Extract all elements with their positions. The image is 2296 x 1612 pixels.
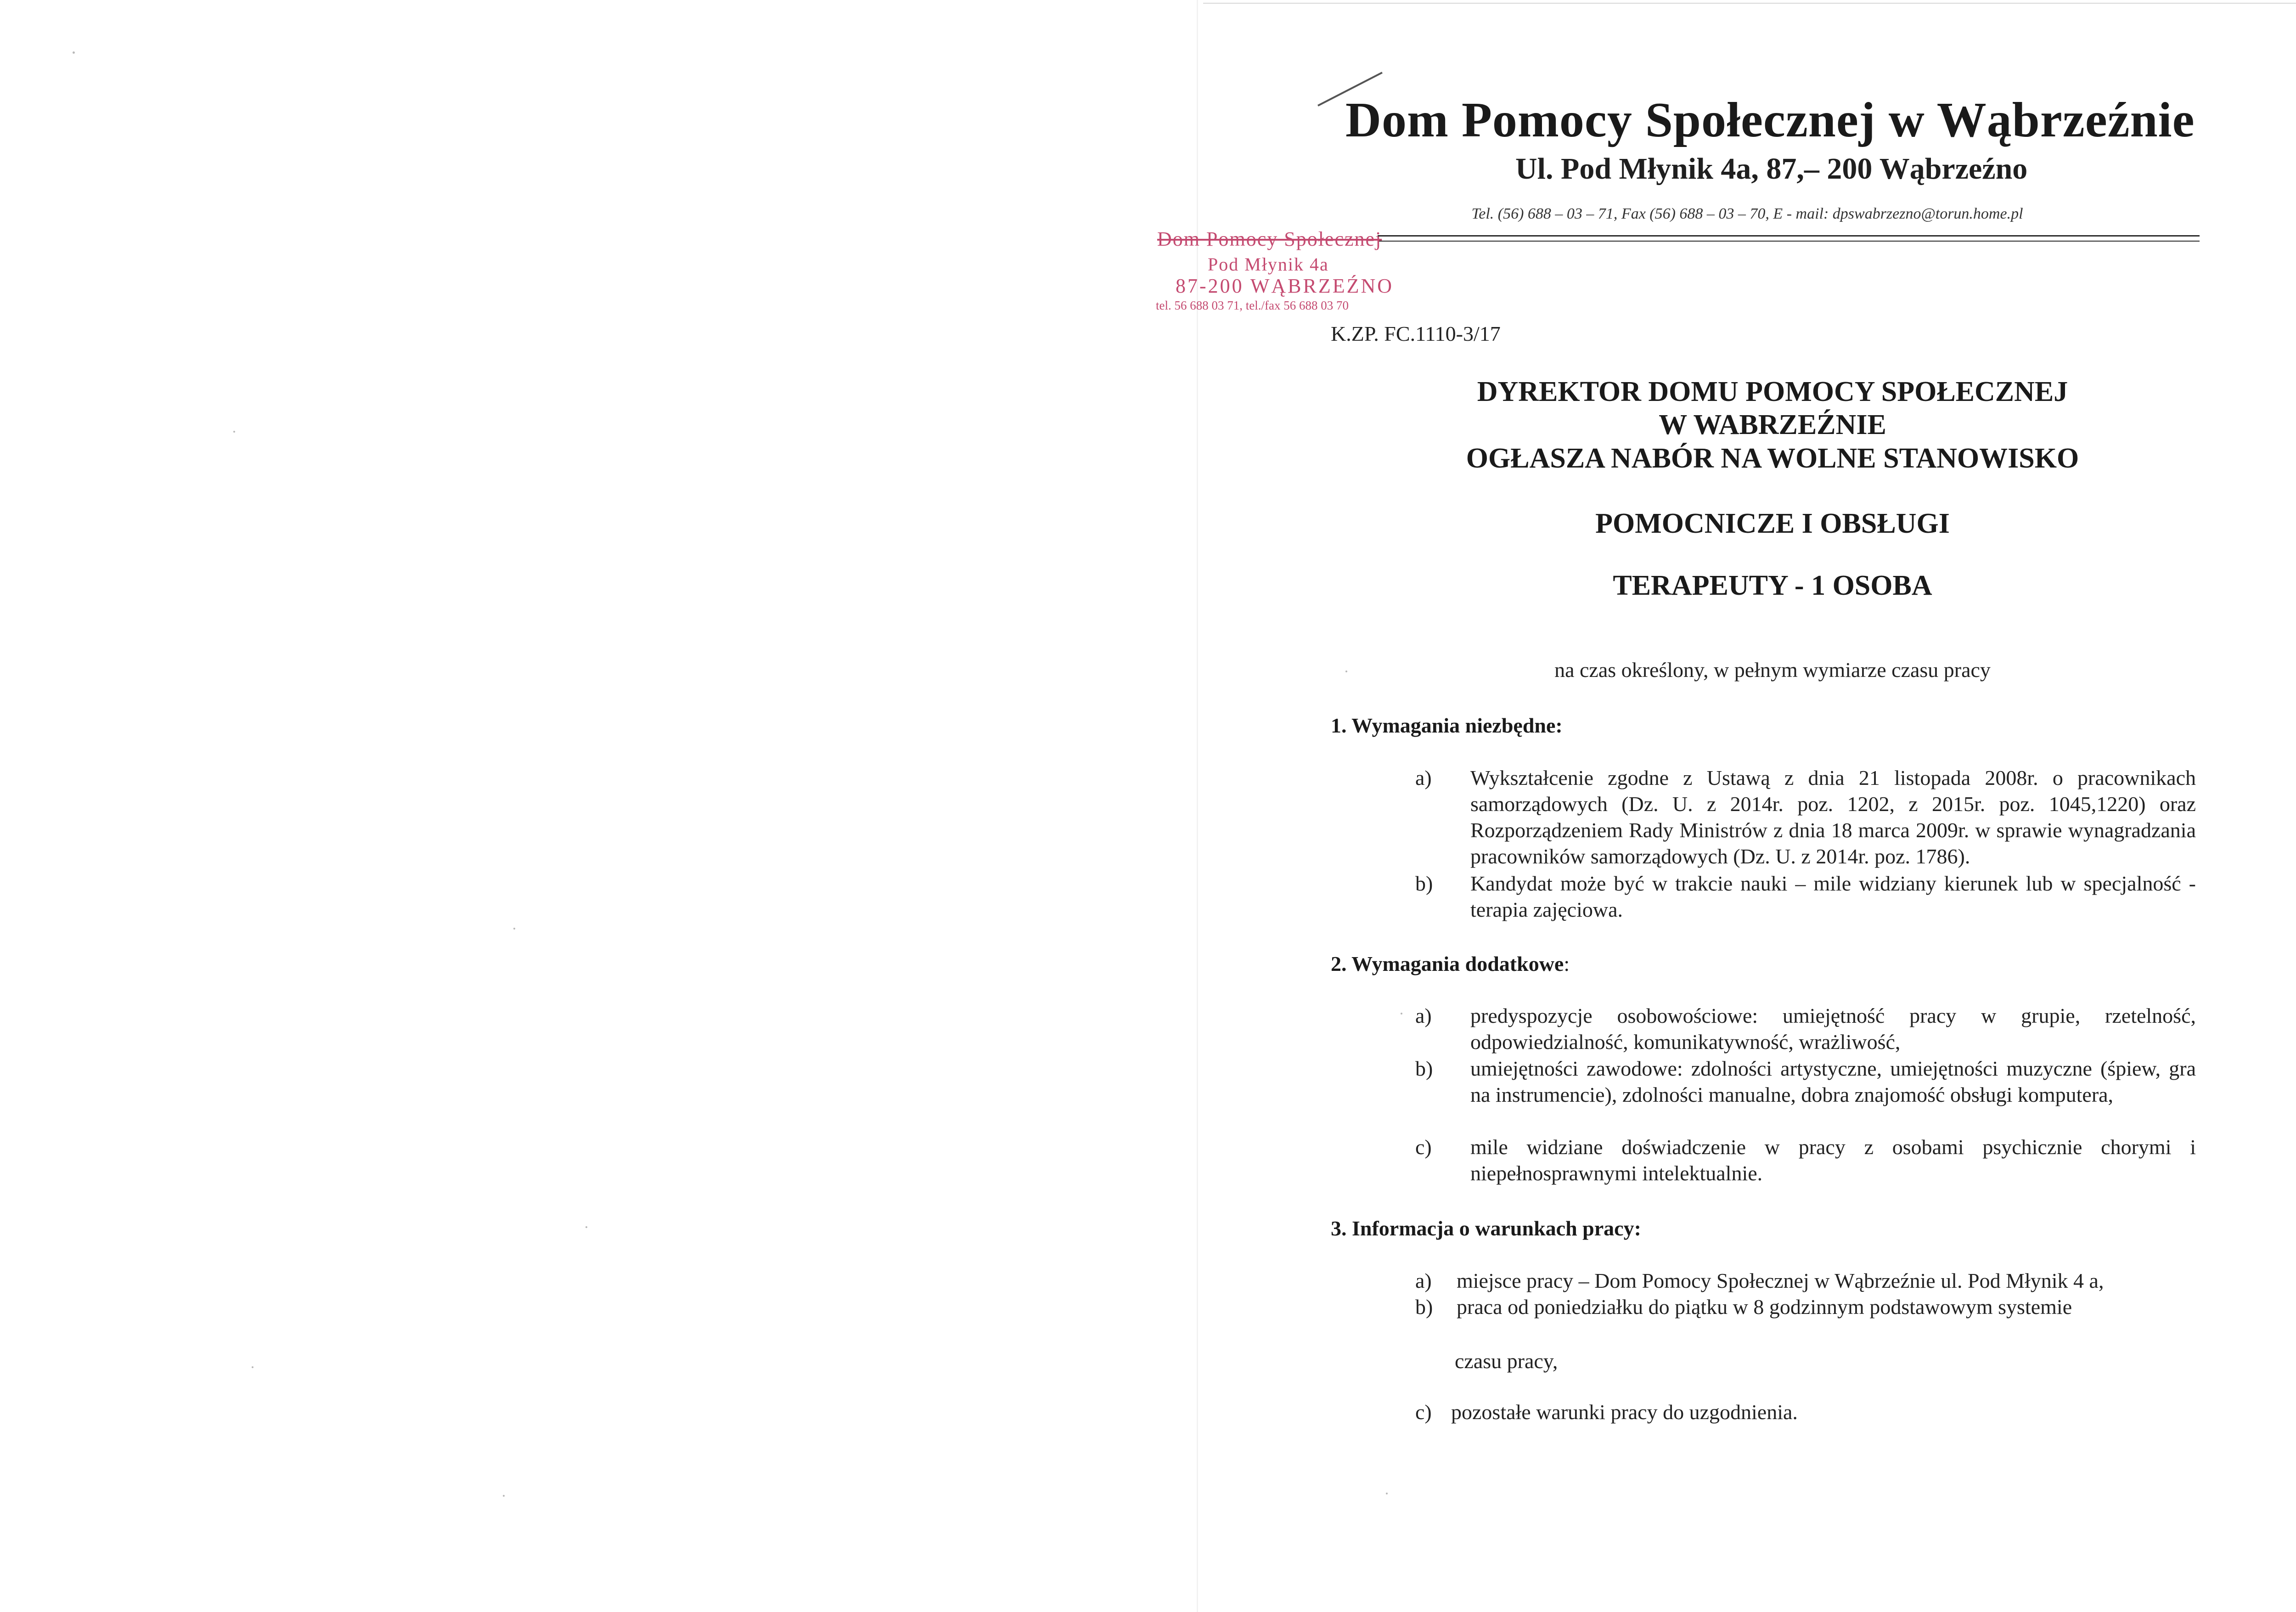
- stamp-line-3: 87-200 WĄBRZEŹNO: [1176, 275, 1394, 297]
- list-marker: c): [1415, 1135, 1432, 1159]
- list-item: [1415, 1294, 2196, 1320]
- condition-hours: praca od poniedziałku do piątku w 8 godzinnym podstawowym systemie: [1457, 1295, 2072, 1319]
- scan-speck: [233, 431, 235, 433]
- scan-speck: [513, 928, 515, 930]
- heading-position-title: TERAPEUTY - 1 OSOBA: [1613, 570, 1932, 601]
- requirement-skills: umiejętności zawodowe: zdolności artystyczne, umiejętności muzyczne (śpiew, gra na instrumencie), zdolności manualne, dobra znajomość obsługi komputera,: [1470, 1057, 2196, 1106]
- list-item: [1415, 765, 2196, 870]
- list-item: [1415, 1134, 2196, 1187]
- section-2-title: [1331, 952, 1570, 976]
- requirement-education: Wykształcenie zgodne z Ustawą z dnia 21 listopada 2008r. o pracownikach samorządowych (Dz. U. z 2014r. poz. 1202, z 2015r. poz. 1045,1220) oraz Rozporządzeniem Rady Ministrów z dnia 18 marca 2009r. w sprawie wynagradzania pracowników samorządowych (Dz. U. z 2014r. poz. 1786).: [1470, 766, 2196, 868]
- heading-line-1: DYREKTOR DOMU POMOCY SPOŁECZNEJ: [1477, 376, 2068, 407]
- employment-terms: na czas określony, w pełnym wymiarze czasu pracy: [1554, 658, 1991, 682]
- stamp-line-1: Dom Pomocy Społecznej: [1157, 228, 1382, 250]
- reference-number: K.ZP. FC.1110-3/17: [1331, 322, 1501, 345]
- scan-speck: [73, 51, 75, 54]
- stamp-line-4: tel. 56 688 03 71, tel./fax 56 688 03 70: [1156, 299, 1349, 312]
- heading-position-type: POMOCNICZE I OBSŁUGI: [1595, 508, 1950, 539]
- list-marker: b): [1415, 872, 1433, 895]
- list-marker: b): [1415, 1295, 1433, 1319]
- list-item: [1415, 1003, 2196, 1055]
- scan-speck: [252, 1366, 253, 1368]
- section-1-title: 1. Wymagania niezbędne:: [1331, 714, 1563, 737]
- list-item: [1415, 870, 2196, 925]
- scan-speck: [1401, 1013, 1402, 1015]
- list-marker: a): [1415, 1004, 1432, 1027]
- organization-address: Ul. Pod Młynik 4a, 87,– 200 Wąbrzeźno: [1515, 152, 2028, 186]
- list-item: [1415, 1055, 2196, 1133]
- section-2-title-text: 2. Wymagania dodatkowe: [1331, 952, 1564, 975]
- condition-other: pozostałe warunki pracy do uzgodnienia.: [1451, 1400, 1798, 1424]
- condition-hours-continuation: czasu pracy,: [1455, 1349, 1558, 1373]
- requirement-experience: mile widziane doświadczenie w pracy z osobami psychicznie chorymi i niepełnosprawnymi intelektualnie.: [1470, 1135, 2196, 1185]
- heading-line-2: W WABRZEŹNIE: [1659, 409, 1886, 440]
- organization-name: Dom Pomocy Społecznej w Wąbrzeźnie: [1345, 93, 2195, 147]
- condition-workplace: miejsce pracy – Dom Pomocy Społecznej w Wąbrzeźnie ul. Pod Młynik 4 a,: [1457, 1269, 2104, 1292]
- list-marker: a): [1415, 766, 1432, 789]
- section-2-title-colon: :: [1564, 952, 1570, 975]
- list-item: [1415, 1268, 2196, 1294]
- stamp-line-2: Pod Młynik 4a: [1208, 254, 1329, 275]
- letterhead-rule-bottom: [1378, 241, 2200, 242]
- scan-edge-line: [1203, 3, 2296, 4]
- requirement-studies: Kandydat może być w trakcie nauki – mile widziany kierunek lub w specjalność - terapia zajęciowa.: [1470, 872, 2196, 921]
- section-3-title: 3. Informacja o warunkach pracy:: [1331, 1217, 1641, 1240]
- list-marker: b): [1415, 1057, 1433, 1080]
- requirement-personality: predyspozycje osobowościowe: umiejętność pracy w grupie, rzetelność, odpowiedzialność, komunikatywność, wrażliwość,: [1470, 1004, 2196, 1054]
- letterhead-rule-top: [1378, 235, 2200, 237]
- organization-contact: Tel. (56) 688 – 03 – 71, Fax (56) 688 – 03 – 70, E - mail: dpswabrzezno@torun.home.pl: [1471, 205, 2023, 222]
- scan-speck: [1386, 1493, 1388, 1494]
- scan-speck: [585, 1226, 587, 1228]
- scan-speck: [503, 1495, 505, 1497]
- list-item: [1415, 1399, 2196, 1425]
- list-marker: c): [1415, 1400, 1432, 1424]
- list-marker: a): [1415, 1269, 1432, 1292]
- heading-line-3: OGŁASZA NABÓR NA WOLNE STANOWISKO: [1466, 443, 2079, 474]
